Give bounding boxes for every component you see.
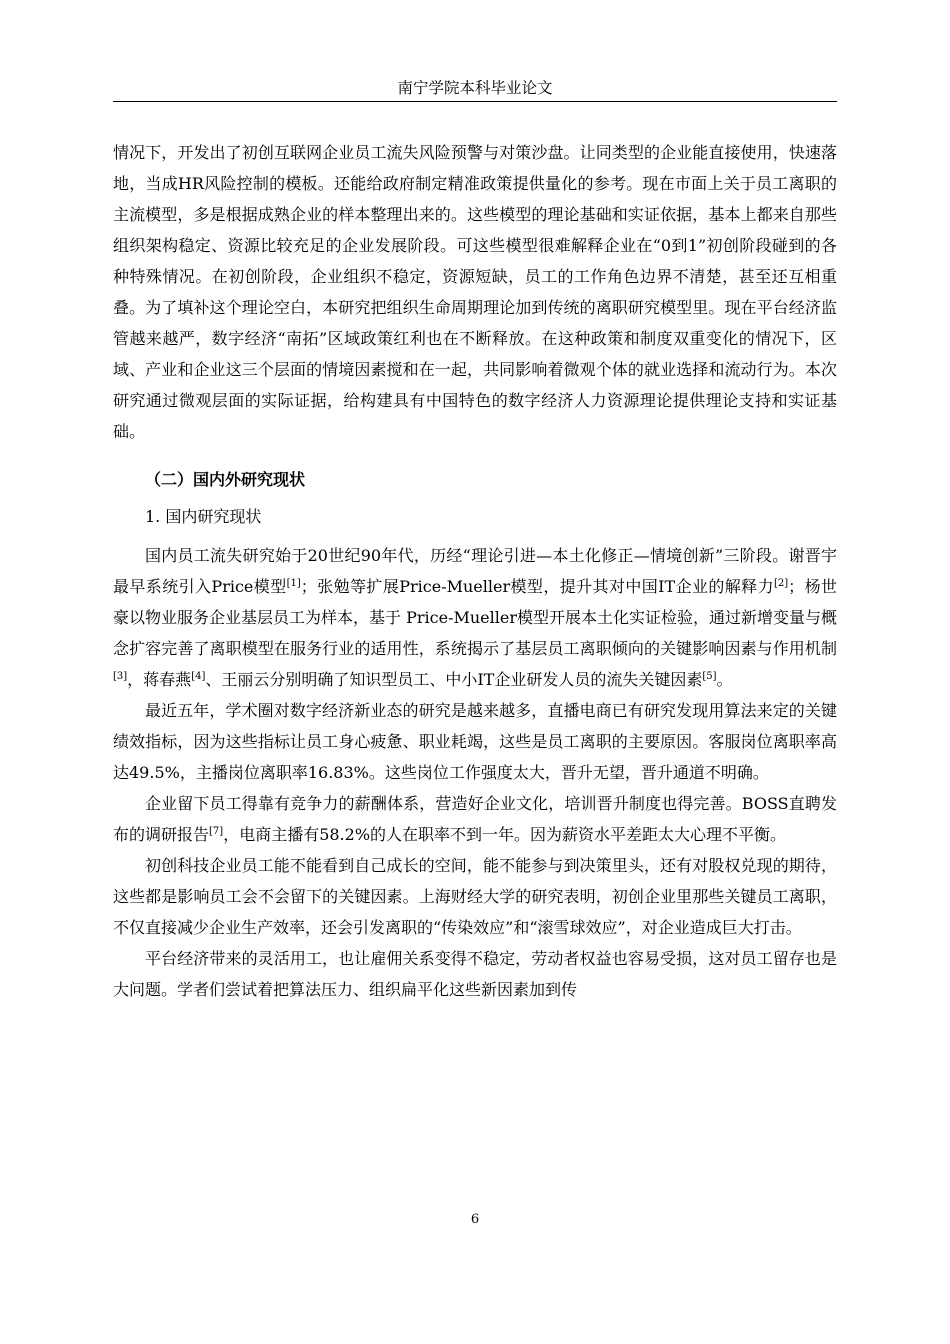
citation-1: [1] — [286, 578, 301, 589]
running-header: 南宁学院本科毕业论文 — [397, 79, 553, 97]
text-run: 。 — [716, 670, 733, 689]
paragraph-retention — [113, 788, 837, 850]
page-number: 6 — [470, 1212, 480, 1227]
paragraph-continuation: 情况下，开发出了初创互联网企业员工流失风险预警与对策沙盘。让同类型的企业能直接使用，快速落地，当成HR风险控制的模板。还能给政府制定精准政策提供量化的参考。现在市面上关于员工离职的主流模型，多是根据成熟企业的样本整理出来的。这些模型的理论基础和实证依据，基本上都来自那些组织架构稳定、资源比较充足的企业发展阶段。可这些模型很难解释企业在“0到1”初创阶段碰到的各种特殊情况。在初创阶段，企业组织不稳定，资源短缺，员工的工作角色边界不清楚，甚至还互相重叠。为了填补这个理论空白，本研究把组织生命周期理论加到传统的离职研究模型里。现在平台经济监管越来越严，数字经济“南拓”区域政策红利也在不断释放。在这种政策和制度双重变化的情况下，区域、产业和企业这三个层面的情境因素搅和在一起，共同影响着微观个体的就业选择和流动行为。本次研究通过微观层面的实际证据，给构建具有中国特色的数字经济人力资源理论提供理论支持和实证基础。 — [113, 143, 837, 441]
section-heading: （二）国内外研究现状 — [145, 470, 306, 489]
citation-4: [4] — [191, 671, 206, 682]
text-run: ，蒋春燕 — [127, 670, 192, 689]
paragraph-domestic-research — [113, 540, 837, 695]
citation-2: [2] — [774, 578, 789, 589]
text-run: ；张勉等扩展Price-Mueller模型，提升其对中国IT企业的解释力 — [300, 577, 774, 596]
citation-3: [3] — [113, 671, 128, 682]
document-body — [113, 137, 837, 1005]
paragraph-platform-economy: 平台经济带来的灵活用工，也让雇佣关系变得不稳定，劳动者权益也容易受损，这对员工留存也是大问题。学者们尝试着把算法压力、组织扁平化这些新因素加到传 — [113, 949, 837, 999]
citation-5: [5] — [702, 671, 717, 682]
header-divider — [113, 101, 837, 102]
text-run: ；杨世豪以物业服务企业基层员工为样本，基于 Price-Mueller模型开展本土化实证检验，通过新增变量与概念扩容完善了离职模型在服务行业的适用性，系统揭示了基层员工离职倾向的关键影响因素与作用机制 — [113, 577, 837, 658]
subsection-heading: 1. 国内研究现状 — [145, 507, 262, 526]
paragraph-startup-employees: 初创科技企业员工能不能看到自己成长的空间，能不能参与到决策里头，还有对股权兑现的期待，这些都是影响员工会不会留下的关键因素。上海财经大学的研究表明，初创企业里那些关键员工离职，不仅直接减少企业生产效率，还会引发离职的“传染效应”和“滚雪球效应”，对企业造成巨大打击。 — [113, 856, 837, 937]
text-run: 企业留下员工得靠有竞争力的薪酬体系，营造好企业文化，培训晋升制度也得完善。BOSS直聘发布的调研报告 — [113, 794, 837, 844]
text-run: 、王丽云分别明确了知识型员工、中小IT企业研发人员的流失关键因素 — [205, 670, 703, 689]
paragraph-digital-economy: 最近五年，学术圈对数字经济新业态的研究是越来越多，直播电商已有研究发现用算法来定的关键绩效指标，因为这些指标让员工身心疲惫、职业耗竭，这些是员工离职的主要原因。客服岗位离职率高达49.5%，主播岗位离职率16.83%。这些岗位工作强度太大，晋升无望，晋升通道不明确。 — [113, 701, 837, 782]
text-run: ，电商主播有58.2%的人在职率不到一年。因为薪资水平差距太大心理不平衡。 — [223, 825, 787, 844]
citation-7: [7] — [209, 826, 224, 837]
text-run: 国内员工流失研究始于20世纪90年代，历经“理论引进—本土化修正—情境创新”三阶段。谢晋宇最早系统引入Price模型 — [113, 546, 837, 596]
